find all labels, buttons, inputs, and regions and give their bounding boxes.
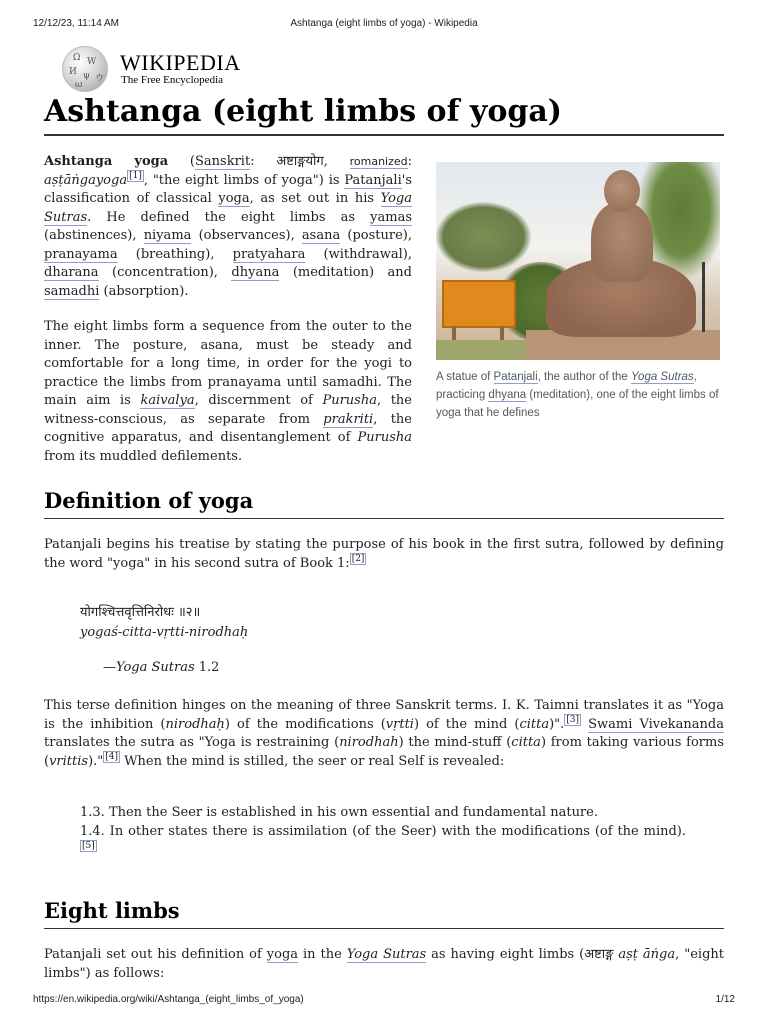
- link-yoga[interactable]: yoga: [218, 191, 250, 206]
- caption-text: , practicing: [436, 371, 697, 401]
- link-yamas[interactable]: yamas: [370, 209, 412, 225]
- wikipedia-logo[interactable]: [62, 46, 262, 92]
- term-purusha: Purusha: [357, 430, 412, 445]
- definition-text: When the mind is stilled, the seer or real Self is revealed:: [120, 753, 505, 769]
- definition-text: ) of the modifications (: [224, 716, 386, 732]
- link-niyama[interactable]: niyama: [143, 228, 192, 243]
- caption-link-yoga-sutras[interactable]: [631, 371, 694, 384]
- lead-text: 's classification of classical: [44, 172, 412, 206]
- link-pratyahara[interactable]: pratyahara: [232, 246, 306, 262]
- lead-text: (concentration),: [98, 265, 232, 280]
- term-vrittis: vrittis: [49, 753, 89, 769]
- eight-limbs-intro: [44, 946, 724, 983]
- ref-3[interactable]: [3]: [566, 715, 580, 726]
- tree-shape: [436, 202, 531, 272]
- caption-text: (meditation), one of the eight limbs of yoga that he defines: [436, 389, 719, 419]
- term-vrtti: vṛtti: [385, 716, 414, 732]
- figure-caption: [436, 368, 720, 422]
- lead-paragraph-2: [44, 318, 412, 466]
- print-datetime: 12/12/23, 11:14 AM: [33, 18, 119, 29]
- link-pranayama[interactable]: pranayama: [44, 246, 118, 262]
- lead2-text: , discernment of: [194, 393, 323, 408]
- print-header: [33, 18, 735, 32]
- print-page-number: 1/12: [715, 994, 735, 1005]
- term-purusha: Purusha: [322, 393, 377, 408]
- link-dharana[interactable]: dharana: [44, 265, 99, 280]
- sutra-devanagari: योगश्चित्तवृत्तिनिरोधः ॥२॥: [80, 605, 201, 620]
- lead2-text: , the cognitive apparatus, and disentanglement of: [44, 411, 412, 445]
- print-url: https://en.wikipedia.org/wiki/Ashtanga_(eight_limbs_of_yoga): [33, 994, 304, 1005]
- term-citta: citta: [519, 716, 550, 732]
- lead-paragraph: Ashtanga yoga (Sanskrit: अष्टाङ्गयोग, romanized: aṣṭāṅgayoga [1] , "the eight limbs of yoga") is Patanjali's classification of classical yoga, as set out in his Yoga Sutras. He defined the eight limbs as yamas (abstinences), niyama (observances), asana (posture), pranayama (breathing), pratyahara (withdrawal), dharana (concentration), dhyana (meditation) and samadhi (absorption).: [44, 154, 413, 299]
- caption-link-dhyana[interactable]: dhyana: [488, 389, 527, 401]
- link-prakriti-label: prakriti: [323, 411, 374, 427]
- ref-5[interactable]: [5]: [82, 840, 95, 851]
- definition-text: ) from taking various forms (: [44, 735, 725, 769]
- limbs-text: Patanjali set out his definition of: [44, 947, 267, 962]
- ref-4[interactable]: [4]: [105, 752, 119, 763]
- caption-text: A statue of: [436, 371, 494, 383]
- attribution-ref: 1.2: [194, 660, 220, 675]
- lead-text: (meditation) and: [279, 265, 412, 280]
- statue-torso: [591, 202, 653, 282]
- lead-text: (absorption).: [99, 283, 189, 299]
- definition-text: ) the mind-stuff (: [398, 735, 512, 750]
- limbs-text: as having eight limbs (: [426, 947, 585, 962]
- print-footer: [33, 994, 735, 1008]
- term-citta: citta: [511, 735, 541, 750]
- link-kaivalya[interactable]: [140, 393, 194, 409]
- lead2-text: from its muddled defilements.: [44, 448, 243, 464]
- lead-romanized: aṣṭāṅgayoga: [44, 172, 128, 188]
- link-swami-vivekananda[interactable]: Swami Vivekananda: [588, 716, 724, 732]
- lamp-post: [702, 262, 705, 332]
- definition-intro: [44, 536, 724, 573]
- section-heading-definition: Definition of yoga: [44, 486, 724, 519]
- attribution-dash: —: [103, 660, 116, 675]
- limbs-text: in the: [298, 947, 347, 962]
- lead-text: , as set out in his: [249, 191, 381, 206]
- caption-link-patanjali[interactable]: Patanjali: [493, 371, 538, 383]
- lead-text: . He defined the eight limbs as: [87, 209, 371, 225]
- caption-text: , the author of the: [537, 371, 632, 383]
- lead2-text: , the witness-conscious, as separate from: [44, 393, 412, 427]
- link-yoga-sutras[interactable]: [347, 947, 426, 963]
- link-kaivalya-label: kaivalya: [140, 393, 195, 408]
- lead-term: Ashtanga yoga: [44, 154, 169, 169]
- link-dhyana[interactable]: dhyana: [231, 265, 280, 280]
- wikipedia-tagline: The Free Encyclopedia: [121, 74, 224, 86]
- lead-text: (breathing),: [117, 246, 233, 262]
- sutra-romanized: yogaś-citta-vṛtti-nirodhaḥ: [80, 625, 249, 640]
- definition-text: This terse definition hinges on the meaning of three Sanskrit terms. I. K. Taimni translates it as "Yoga is the inhibition (: [44, 698, 724, 732]
- information-sign: [442, 280, 516, 328]
- limbs-text: , "eight limbs") as follows:: [44, 947, 724, 981]
- definition-text: ).": [88, 753, 104, 769]
- lead-devanagari: अष्टाङ्गयोग: [276, 154, 324, 169]
- link-romanized[interactable]: romanized: [349, 155, 408, 168]
- lead-text: (observances),: [191, 228, 302, 243]
- link-yoga-sutras-label: Yoga Sutras: [44, 191, 412, 225]
- sutra-attribution: [103, 659, 219, 677]
- lead-text: (withdrawal),: [305, 246, 412, 262]
- link-asana[interactable]: asana: [301, 228, 341, 243]
- link-patanjali[interactable]: Patanjali: [344, 172, 402, 188]
- link-sanskrit[interactable]: Sanskrit: [195, 154, 251, 169]
- limbs-romanized: aṣṭ āṅga: [618, 947, 676, 962]
- page-title: Ashtanga (eight limbs of yoga): [44, 92, 724, 136]
- link-prakriti[interactable]: [323, 412, 373, 428]
- wikipedia-globe-icon: Ω W И ψ ウ ω: [62, 46, 108, 92]
- definition-paragraph: [44, 697, 724, 771]
- limbs-devanagari: अष्टाङ्ग: [584, 947, 614, 962]
- definition-intro-text: Patanjali begins his treatise by stating the purpose of his book in the first sutra, followed by defining the word "yoga" in his second sutra of Book 1:: [44, 537, 724, 571]
- statue-head: [604, 170, 640, 212]
- ref-1[interactable]: [1]: [129, 171, 142, 182]
- caption-link-yoga-sutras-label: Yoga Sutras: [631, 371, 694, 383]
- lead-gloss: , "the eight limbs of yoga") is: [143, 172, 340, 188]
- ref-2[interactable]: [2]: [351, 554, 365, 565]
- attribution-work: Yoga Sutras: [116, 660, 195, 675]
- definition-text: )".: [549, 716, 565, 732]
- quote-line: 1.3. Then the Seer is established in his own essential and fundamental nature.: [80, 805, 598, 820]
- definition-text: translates the sutra as "Yoga is restraining (: [44, 735, 340, 750]
- lead-text: (abstinences),: [44, 228, 144, 243]
- quote-line-text: 1.4. In other states there is assimilation (of the Seer) with the modifications (of the mind).: [80, 823, 686, 839]
- infobox-figure: [436, 162, 720, 422]
- quote-line: [80, 823, 686, 860]
- lead-text: (posture),: [340, 228, 412, 243]
- sutra-quote: [80, 804, 686, 860]
- section-heading-eight-limbs: Eight limbs: [44, 896, 724, 929]
- term-nirodhah: nirodhaḥ: [165, 716, 225, 732]
- lead2-text: The eight limbs form a sequence from the outer to the inner. The posture, asana, must be steady and comfortable for a long time, in order for the yogi to practice the limbs from pranayama until samadhi. The main aim is: [44, 319, 412, 408]
- link-samadhi[interactable]: samadhi: [44, 283, 100, 299]
- term-nirodhah: nirodhah: [339, 735, 399, 750]
- link-yoga[interactable]: yoga: [266, 947, 299, 962]
- link-yoga-sutras-label: Yoga Sutras: [346, 947, 427, 962]
- wikipedia-wordmark: WIKIPEDIA: [120, 50, 241, 75]
- patanjali-statue-photo[interactable]: [436, 162, 720, 360]
- print-page-title: Ashtanga (eight limbs of yoga) - Wikipedia: [290, 18, 478, 29]
- definition-text: ) of the mind (: [413, 716, 520, 732]
